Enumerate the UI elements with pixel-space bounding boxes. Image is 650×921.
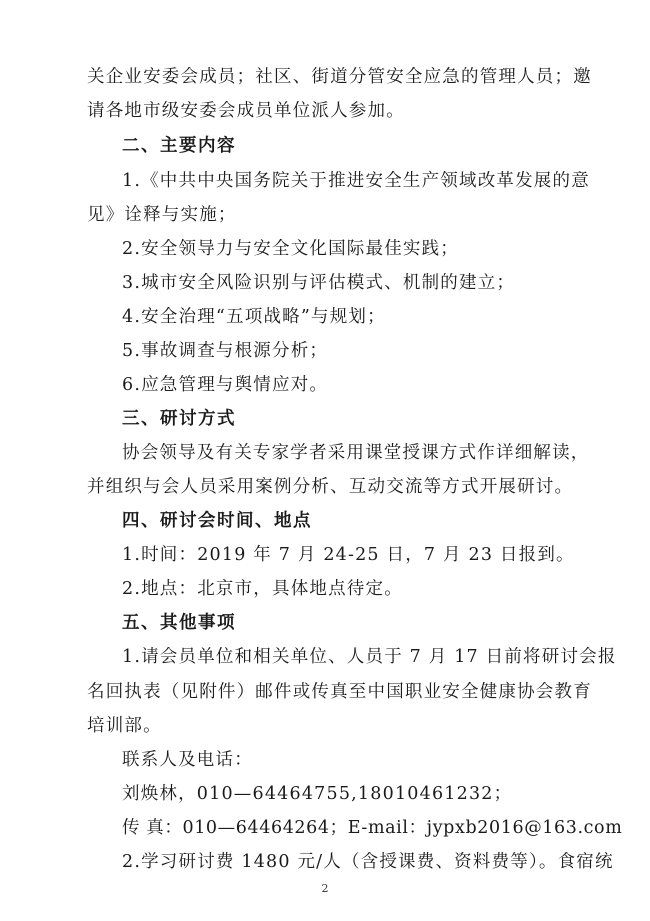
page-number: 2 (321, 882, 329, 895)
section-heading: 五、其他事项 (122, 613, 236, 633)
text-line: 2.学习研讨费 1480 元/人（含授课费、资料费等）。食宿统 (122, 852, 614, 872)
list-item: 6.应急管理与舆情应对。 (122, 375, 329, 395)
text-line: 协会领导及有关专家学者采用课堂授课方式作详细解读， (122, 443, 590, 463)
list-item: 2.安全领导力与安全文化国际最佳实践； (122, 239, 459, 259)
text-line: 1.《中共中央国务院关于推进安全生产领域改革发展的意 (122, 171, 590, 191)
text-line: 见》诠释与实施； (87, 205, 237, 225)
list-item: 5.事故调查与根源分析； (122, 341, 329, 361)
text-line: 关企业安委会成员；社区、街道分管安全应急的管理人员；邀 (87, 67, 592, 87)
text-line: 1.请会员单位和相关单位、人员于 7 月 17 日前将研讨会报 (122, 647, 617, 667)
section-heading: 四、研讨会时间、地点 (122, 511, 312, 531)
text-line: 1.时间：2019 年 7 月 24-25 日，7 月 23 日报到。 (122, 545, 575, 565)
section-heading: 二、主要内容 (122, 136, 236, 156)
text-line: 名回执表（见附件）邮件或传真至中国职业安全健康协会教育 (87, 682, 592, 702)
list-item: 4.安全治理“五项战略”与规划； (122, 307, 386, 327)
section-heading: 三、研讨方式 (122, 409, 236, 429)
text-line: 并组织与会人员采用案例分析、互动交流等方式开展研讨。 (87, 477, 574, 497)
text-line: 2.地点：北京市，具体地点待定。 (122, 579, 403, 599)
contact-fax-email: 传 真：010—64464264；E-mail：jypxb2016@163.com (122, 818, 623, 838)
contact-phone: 刘焕林，010—64464755,18010461232； (122, 784, 513, 804)
text-line: 请各地市级安委会成员单位派人参加。 (87, 101, 405, 121)
list-item: 3.城市安全风险识别与评估模式、机制的建立； (122, 273, 516, 293)
contact-label: 联系人及电话： (122, 750, 253, 770)
text-line: 培训部。 (87, 716, 162, 736)
